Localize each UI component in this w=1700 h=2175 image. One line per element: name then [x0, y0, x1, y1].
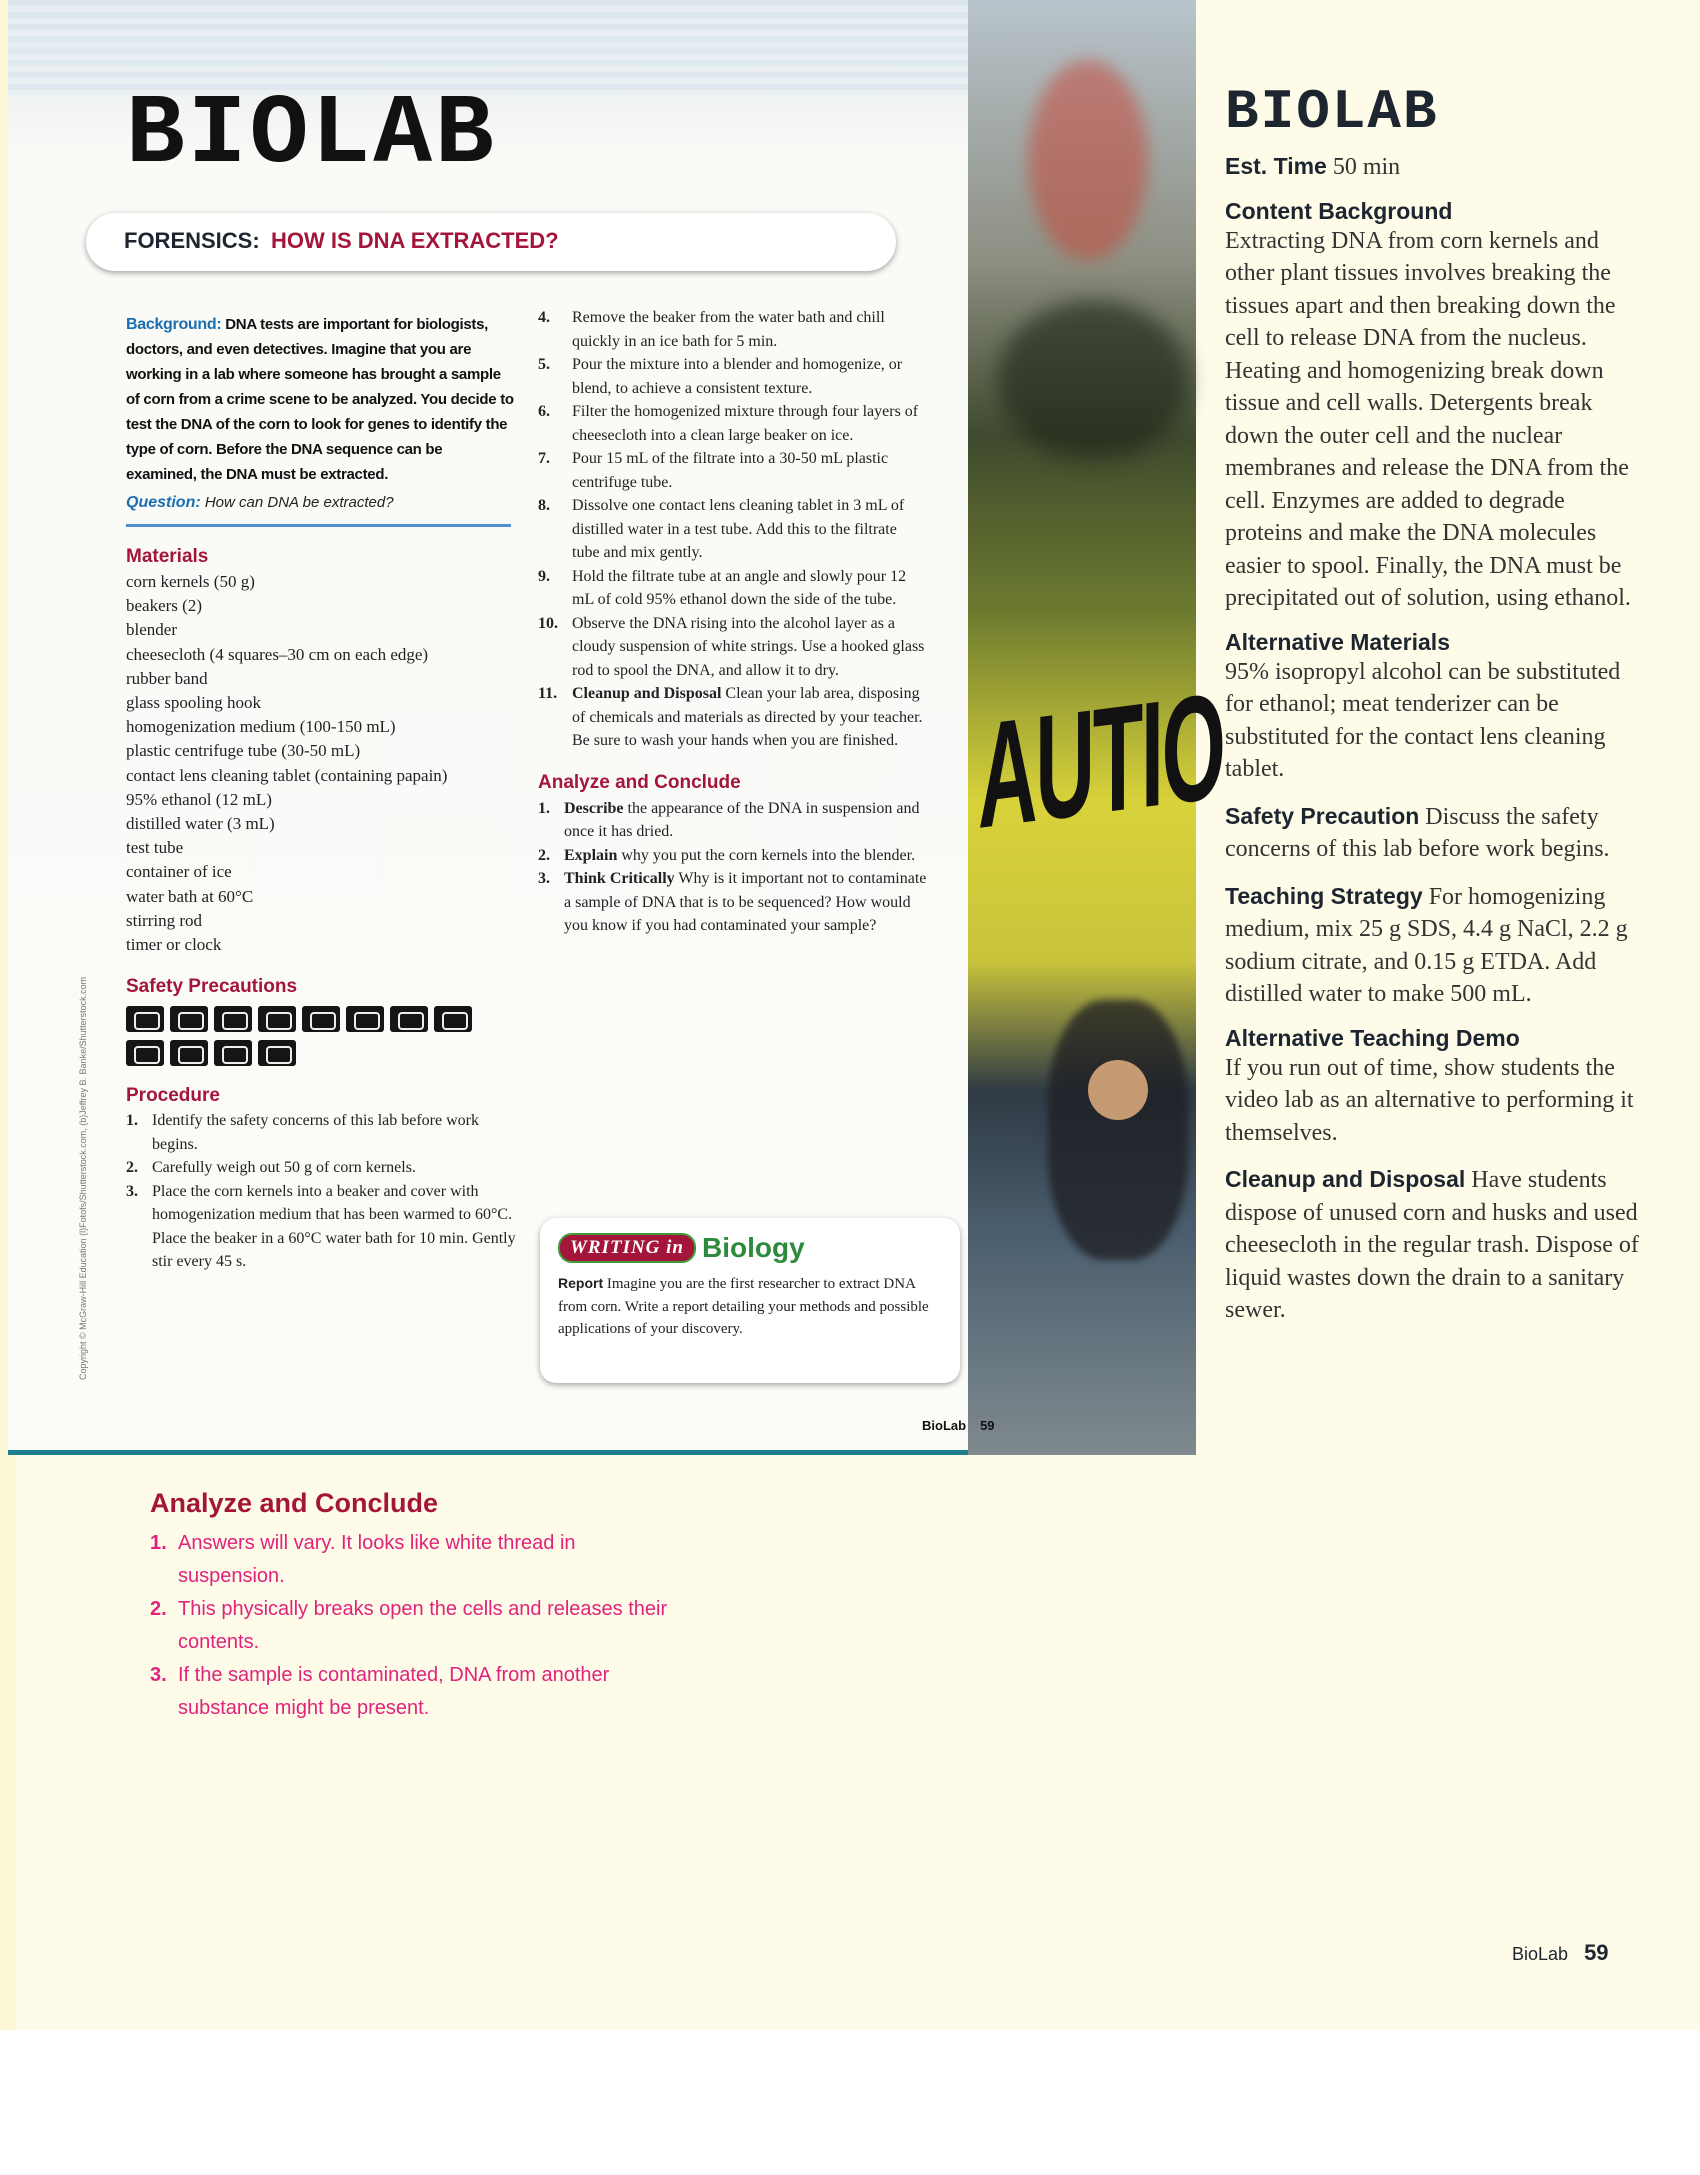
list-item: 3. Think Critically Why is it important not to contaminate a sample of DNA that is to be sequenced? How would you know if you had contaminated your sample? — [538, 870, 927, 935]
writing-prompt: Report Imagine you are the first researcher to extract DNA from corn. Write a report detailing your methods and possible applications of your discovery. — [558, 1275, 929, 1337]
copyright-line: Copyright © McGraw-Hill Education (l)Fotofs/Shutterstock.com, (b)Jeffrey B. Banke/Shutterstock.com — [78, 976, 88, 1380]
list-item: corn kernels (50 g) — [126, 572, 255, 591]
content-background-section: Content Background Extracting DNA from corn kernels and other plant tissues involves breaking the tissues apart and then breaking down the cell to release DNA from the nucleus. Heating and homogenizing break down tissue and cell walls. Detergents break down the outer cell and the nuclear membranes and release the DNA from the cell. Enzymes are added to degrade proteins and make the DNA molecules easier to spool. Finally, the DNA must be precipitated out of solution, using ethanol. — [1225, 198, 1640, 615]
content-background-heading: Content Background — [1225, 197, 1453, 224]
list-item: cheesecloth (4 squares–30 cm on each edge) — [126, 644, 429, 664]
list-item: 1. Describe the appearance of the DNA in suspension and once it has dried. — [538, 799, 920, 841]
est-time: Est. Time 50 min — [1225, 153, 1401, 180]
chemical-safety-icon — [302, 1006, 340, 1032]
list-item: container of ice — [126, 862, 232, 882]
procedure-heading: Procedure — [126, 1085, 220, 1107]
safety-section: Safety Precaution Discuss the safety concerns of this lab before work begins. — [1225, 802, 1610, 862]
list-item: 7. Pour 15 mL of the filtrate into a 30-50 mL plastic centrifuge tube. — [538, 450, 889, 491]
list-item: 3. Place the corn kernels into a beaker and cover with homogenization medium that has been warmed to 60°C. Place the beaker in a 60°C water bath for 10 min. Gently stir every 45 s. — [126, 1182, 516, 1271]
question-line — [126, 491, 511, 527]
procedure-list-right — [538, 306, 928, 753]
handwashing-icon — [258, 1040, 296, 1066]
animal-safety-icon — [214, 1040, 252, 1066]
list-item: distilled water (3 mL) — [126, 814, 275, 834]
biolab-title: BIOLAB — [126, 80, 497, 191]
electrical-safety-icon — [258, 1006, 296, 1032]
list-item: timer or clock — [126, 935, 222, 955]
list-item: 9. Hold the filtrate tube at an angle and slowly pour 12 mL of cold 95% ethanol down the side of the tube. — [538, 567, 907, 608]
caution-tape-text: AUTIO — [978, 660, 1224, 860]
cleanup-heading: Cleanup and Disposal — [1225, 1166, 1466, 1192]
list-item: 5. Pour the mixture into a blender and homogenize, or blend, to achieve a consistent texture. — [538, 356, 903, 397]
cleanup-section: Cleanup and Disposal Have students dispose of unused corn and husks and used cheesecloth in the regular trash. Dispose of liquid wastes down the drain to a sanitary sewer. — [1225, 1166, 1639, 1323]
teaching-strategy-section: Teaching Strategy For homogenizing medium, mix 25 g SDS, 4.4 g NaCl, 2.2 g sodium citrate, and 0.15 g ETDA. Add distilled water to make 500 mL. — [1225, 882, 1628, 1007]
student-page-inset — [8, 0, 1224, 1455]
alt-demo-heading: Alternative Teaching Demo — [1225, 1024, 1520, 1051]
clothing-protection-icon — [170, 1006, 208, 1032]
list-item: blender — [126, 620, 177, 640]
writing-in-biology-box — [540, 1218, 960, 1383]
list-item: 2. This physically breaks open the cells and releases their contents. — [150, 1598, 668, 1653]
list-item: 6. Filter the homogenized mixture through four layers of cheesecloth into a clean large beaker on ice. — [538, 403, 919, 444]
inset-folio: BioLab 59 — [922, 1418, 995, 1433]
inset-left-column — [126, 312, 516, 1274]
list-item: rubber band — [126, 668, 208, 688]
safety-icon-row — [126, 1006, 506, 1066]
teacher-column — [1225, 80, 1640, 1327]
thermal-safety-icon — [214, 1006, 252, 1032]
biological-safety-icon — [434, 1006, 472, 1032]
writing-badge: WRITING in — [558, 1233, 696, 1263]
eye-safety-icon — [126, 1006, 164, 1032]
list-item: 3. If the sample is contaminated, DNA from another substance might be present. — [150, 1664, 610, 1719]
procedure-list-left — [126, 1109, 516, 1274]
list-item: homogenization medium (100-150 mL) — [126, 717, 396, 737]
list-item: glass spooling hook — [126, 693, 262, 713]
safety-precaution-heading: Safety Precaution — [1225, 802, 1420, 829]
background-label: Background: — [126, 316, 222, 333]
alt-materials-section: Alternative Materials 95% isopropyl alcohol can be substituted for ethanol; meat tenderizer can be substituted for the contact lens cleaning tablet. — [1225, 629, 1640, 786]
teaching-strategy-heading: Teaching Strategy — [1225, 882, 1423, 909]
answers-block — [150, 1488, 670, 1725]
page-folio: BioLab 59 — [1512, 1940, 1609, 1965]
materials-heading: Materials — [126, 546, 209, 567]
list-item: 1. Identify the safety concerns of this lab before work begins. — [126, 1112, 479, 1153]
alt-demo-section: Alternative Teaching Demo If you run out of time, show students the video lab as an alternative to performing it themselves. — [1225, 1025, 1640, 1150]
background-paragraph — [126, 312, 516, 487]
inset-middle-column — [538, 306, 928, 938]
background-text: DNA tests are important for biologists, doctors, and even detectives. Imagine that you are working in a lab where someone has brought a sample of corn from a crime scene to be analyzed. You decide to test the DNA of the corn to look for genes to identify the type of corn. Before the DNA sequence can be examined, the DNA must be extracted. — [126, 316, 514, 483]
list-item: 2. Explain why you put the corn kernels into the blender. — [538, 846, 916, 864]
list-item: test tube — [126, 838, 184, 858]
disposal-icon — [170, 1040, 208, 1066]
list-item: 8. Dissolve one contact lens cleaning tablet in 3 mL of distilled water in a test tube. Add this to the filtrate tube and mix gently. — [538, 497, 905, 561]
lab-question-title: HOW IS DNA EXTRACTED? — [271, 228, 559, 253]
fume-safety-icon — [390, 1006, 428, 1032]
lab-title-bar — [86, 213, 896, 271]
list-item: 10. Observe the DNA rising into the alcohol layer as a cloudy suspension of white strings. Use a hooked glass rod to spool the DNA, and allow it to dry. — [538, 614, 925, 679]
list-item: 4. Remove the beaker from the water bath and chill quickly in an ice bath for 5 min. — [538, 309, 885, 350]
list-item: 2. Carefully weigh out 50 g of corn kernels. — [126, 1159, 416, 1177]
safety-heading: Safety Precautions — [126, 976, 298, 998]
writing-subject: Biology — [702, 1232, 805, 1263]
list-item: 1. Answers will vary. It looks like white thread in suspension. — [150, 1532, 576, 1587]
question-label: Question: — [126, 494, 201, 511]
list-item: contact lens cleaning tablet (containing papain) — [126, 765, 448, 785]
list-item: plastic centrifuge tube (30-50 mL) — [126, 741, 361, 761]
materials-list — [126, 570, 516, 957]
list-item: stirring rod — [126, 910, 203, 930]
forensics-label: FORENSICS: — [124, 228, 260, 253]
crime-scene-photo — [968, 0, 1224, 1455]
analyze-heading: Analyze and Conclude — [538, 771, 741, 793]
flammable-safety-icon — [346, 1006, 384, 1032]
list-item: beakers (2) — [126, 596, 202, 616]
list-item: 95% ethanol (12 mL) — [126, 789, 272, 809]
teacher-title: BIOLAB — [1225, 80, 1439, 144]
sharp-object-icon — [126, 1040, 164, 1066]
list-item: 11. Cleanup and Disposal Clean your lab area, disposing of chemicals and materials as directed by your teacher. Be sure to wash your hands when you are finished. — [538, 685, 923, 749]
list-item: water bath at 60°C — [126, 886, 254, 906]
question-text: How can DNA be extracted? — [204, 494, 394, 511]
answers-heading: Analyze and Conclude — [150, 1488, 439, 1518]
alt-materials-heading: Alternative Materials — [1225, 628, 1450, 655]
analyze-list — [538, 797, 928, 938]
